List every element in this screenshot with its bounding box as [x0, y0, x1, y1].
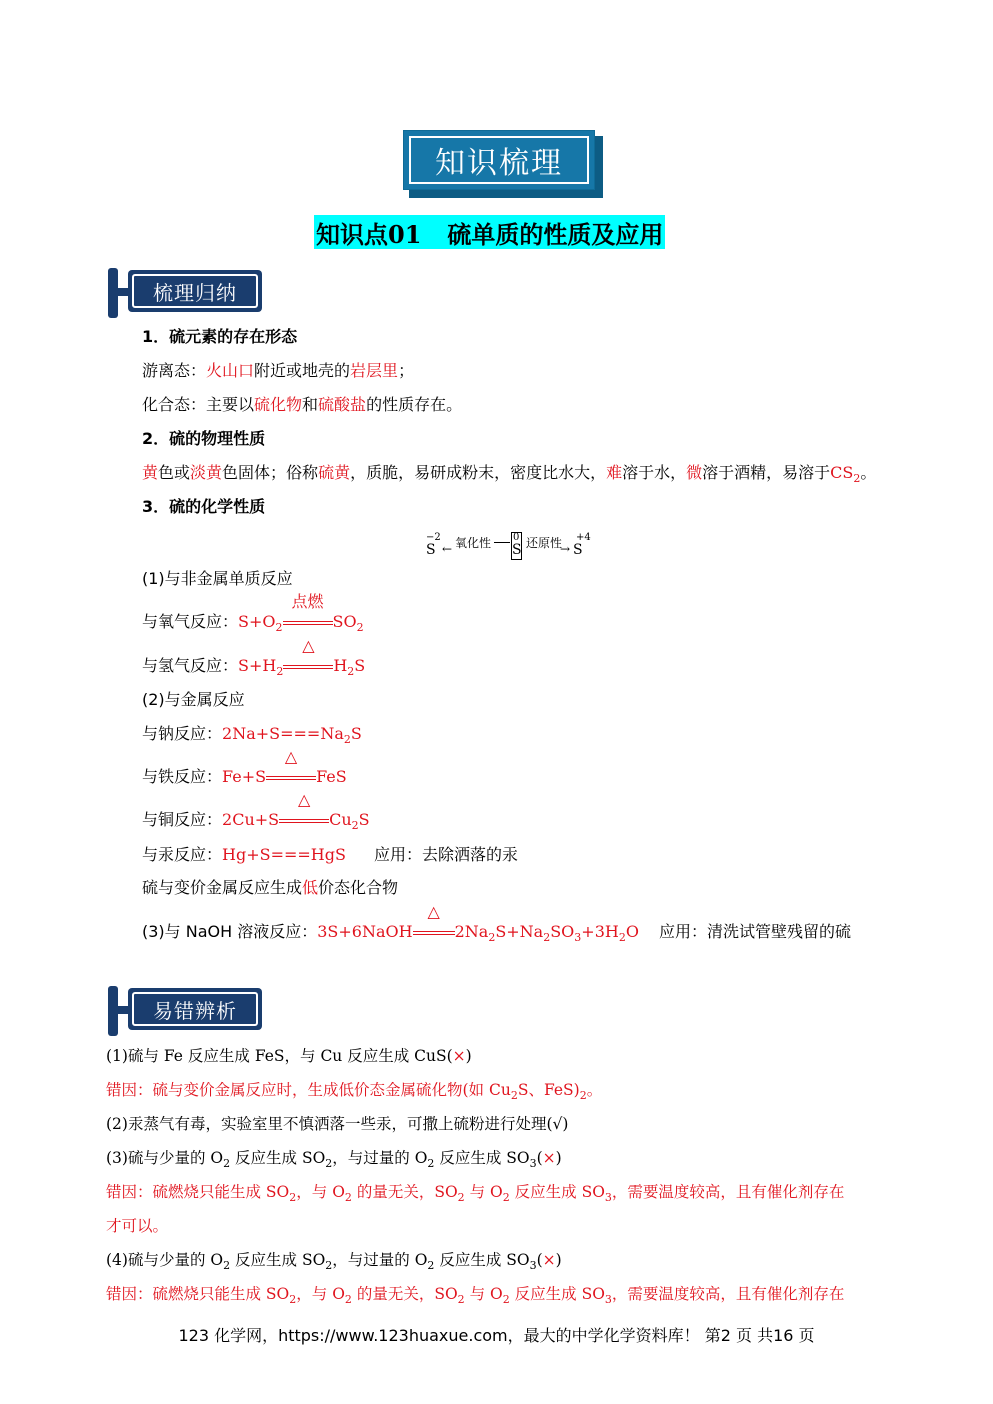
- text: 色固体；俗称: [222, 463, 319, 482]
- equation-arrow: [283, 636, 333, 676]
- redox-reducing-label: 还原性: [526, 536, 563, 550]
- reaction-nonmetal-heading: (1)与非金属单质反应: [142, 569, 293, 588]
- knowledge-point-name: 硫单质的性质及应用: [447, 219, 664, 249]
- reaction-mercury: [142, 845, 518, 865]
- tag-box-inner: [132, 992, 258, 1026]
- tag-label: 梳理归纳: [153, 280, 237, 305]
- mercury-application: 应用：去除洒落的汞: [373, 845, 518, 864]
- reaction-naoh-label: (3)与 NaOH 溶液反应：: [142, 922, 318, 941]
- condition-heat: △: [302, 636, 315, 655]
- condition-heat: △: [427, 902, 440, 921]
- reaction-copper-equation: 2Cu+S △ $Cu_2S$: [222, 790, 370, 832]
- arrow-left-icon: ←: [442, 542, 453, 556]
- double-line: [283, 621, 333, 625]
- reaction-iron-label: 与铁反应：: [142, 767, 223, 786]
- cs2-text: CS: [830, 463, 854, 482]
- text: 色或: [158, 463, 191, 482]
- double-line: [279, 819, 329, 823]
- answer-low: 低: [302, 878, 319, 897]
- tag-box-inner: [132, 274, 258, 308]
- reaction-naoh-equation: 3S+6NaOH △ $2Na_2S+Na_2SO_3+3H_2O$: [317, 902, 639, 944]
- text: ): [465, 1047, 472, 1065]
- condition-heat: △: [284, 747, 298, 766]
- text: 溶于水，: [622, 463, 687, 482]
- redox-line-left: [494, 542, 510, 543]
- reaction-hydrogen-equation: $S+H_2$ △ $H_2S$: [238, 636, 366, 678]
- equation-arrow: [279, 790, 329, 830]
- answer-insoluble: 难: [606, 463, 623, 482]
- banner-face: [403, 130, 595, 190]
- error-reason-4: 错因：硫燃烧只能生成 $SO_2$，与 $O_2$ 的量无关，$SO_2$ 与 $O_2$ 反应生成 $SO_3$，需要温度较高，且有催化剂存在: [106, 1285, 845, 1306]
- free-state-label: 游离态：: [142, 361, 207, 380]
- text: ，质脆，易研成粉末，密度比水大，: [350, 463, 607, 482]
- double-line: [413, 931, 455, 935]
- tag-box: [128, 270, 262, 312]
- error-reason-1: 错因：硫与变价金属反应时，生成低价态金属硫化物(如 $Cu_2S$、$FeS)_2$。: [106, 1081, 603, 1102]
- redox-mid-s: S: [512, 542, 522, 558]
- reaction-sodium-equation: $2Na+S===Na_2S$: [222, 724, 362, 746]
- tag-bar: [108, 986, 118, 1036]
- reaction-oxygen: [142, 592, 364, 634]
- redox-mid-valence: 0: [513, 532, 520, 543]
- answer-pale-yellow: 淡黄: [190, 463, 223, 482]
- text: 价态化合物: [318, 878, 399, 897]
- error-item-1: [106, 1046, 472, 1066]
- reaction-sodium: [142, 724, 362, 744]
- redox-right-valence: +4: [576, 532, 591, 543]
- tag-bar: [108, 268, 118, 318]
- condition-heat: △: [297, 790, 311, 809]
- text: 。: [860, 463, 877, 482]
- section-tag-errors: [108, 986, 268, 1036]
- reaction-iron-equation: Fe+S △ FeS: [222, 747, 347, 786]
- physical-props-line: [142, 463, 876, 483]
- knowledge-point-title: [314, 215, 665, 249]
- combined-end: 的性质存在。: [366, 395, 463, 414]
- equation-arrow: [413, 902, 455, 942]
- page-footer: 123 化学网，https://www.123huaxue.com，最大的中学化学资料库！ 第2 页 共16 页: [178, 1326, 815, 1345]
- free-state-mid: 附近或地壳的: [254, 361, 351, 380]
- combined-state-label: 化合态：主要以: [142, 395, 255, 414]
- redox-left-s: S: [426, 542, 436, 558]
- wrong-mark: ×: [542, 1251, 556, 1269]
- reaction-naoh: [142, 902, 851, 944]
- arrow-right-icon: →: [560, 542, 571, 556]
- tag-label: 易错辨析: [153, 998, 237, 1023]
- heading-existence: 1．硫元素的存在形态: [142, 327, 298, 346]
- text: 硫与变价金属反应生成: [142, 878, 303, 897]
- reaction-mercury-equation: Hg+S===HgS: [222, 845, 346, 864]
- knowledge-point-number: 知识点01: [316, 219, 422, 249]
- redox-diagram: [422, 532, 597, 562]
- reaction-iron: [142, 747, 347, 787]
- error-item-1-text: (1)硫与 Fe 反应生成 FeS，与 Cu 反应生成 CuS(: [106, 1047, 453, 1065]
- wrong-mark: ×: [452, 1047, 466, 1065]
- equation-arrow: [266, 747, 316, 787]
- answer-slightly: 微: [686, 463, 703, 482]
- double-line: [283, 665, 333, 669]
- section-banner: [403, 130, 603, 198]
- error-reason-1-text: 错因：硫与变价金属反应时，生成低价态金属硫化物(如 Cu: [106, 1081, 511, 1099]
- free-state-line: [142, 361, 414, 381]
- banner-title: 知识梳理: [435, 146, 563, 181]
- reaction-copper-label: 与铜反应：: [142, 810, 223, 829]
- heading-physical: 2．硫的物理性质: [142, 429, 266, 448]
- wrong-mark: ×: [542, 1149, 556, 1167]
- free-state-end: ；: [398, 361, 415, 380]
- combined-answer-b: 硫酸盐: [318, 395, 367, 414]
- free-state-answer-b: 岩层里: [350, 361, 399, 380]
- error-item-2: (2)汞蒸气有毒，实验室里不慎洒落一些汞，可撒上硫粉进行处理(√): [106, 1115, 569, 1133]
- reaction-metal-heading: (2)与金属反应: [142, 690, 245, 709]
- tag-box: [128, 988, 262, 1030]
- answer-common-name: 硫黄: [318, 463, 351, 482]
- section-tag-summary: [108, 268, 268, 318]
- error-item-3: (3)硫与少量的 $O_2$ 反应生成 $SO_2$，与过量的 $O_2$ 反应生成 $SO_3(\times)$: [106, 1149, 562, 1170]
- equation-arrow: [283, 592, 333, 632]
- double-line: [266, 776, 316, 780]
- condition-ignite: 点燃: [291, 592, 324, 611]
- combined-answer-a: 硫化物: [254, 395, 303, 414]
- reaction-hydrogen: [142, 636, 366, 678]
- redox-oxidizing-label: 氧化性: [455, 536, 492, 550]
- redox-left-valence: −2: [426, 532, 441, 543]
- answer-yellow: 黄: [142, 463, 159, 482]
- sodium-eq-text: 2Na+S===Na: [222, 724, 344, 743]
- error-reason-3: 错因：硫燃烧只能生成 $SO_2$，与 $O_2$ 的量无关，$SO_2$ 与 $O_2$ 反应生成 $SO_3$，需要温度较高，且有催化剂存在: [106, 1183, 845, 1204]
- reaction-sodium-label: 与钠反应：: [142, 724, 223, 743]
- free-state-answer-a: 火山口: [206, 361, 255, 380]
- combined-state-line: [142, 395, 462, 415]
- heading-chemical: 3．硫的化学性质: [142, 497, 266, 516]
- cs2-sub: 2: [853, 472, 861, 485]
- redox-right-s: S: [573, 542, 583, 558]
- low-valence-line: [142, 878, 398, 898]
- reaction-copper: [142, 790, 370, 832]
- naoh-application: 应用：清洗试管壁残留的硫: [658, 922, 851, 941]
- error-item-4: (4)硫与少量的 $O_2$ 反应生成 $SO_2$，与过量的 $O_2$ 反应生成 $SO_3(\times)$: [106, 1251, 562, 1272]
- answer-cs2: [830, 463, 861, 485]
- reaction-oxygen-equation: $S+O_2$ 点燃 $SO_2$: [238, 592, 364, 634]
- reaction-hydrogen-label: 与氢气反应：: [142, 656, 239, 675]
- reaction-mercury-label: 与汞反应：: [142, 845, 223, 864]
- text: 溶于酒精，易溶于: [702, 463, 831, 482]
- combined-mid: 和: [302, 395, 319, 414]
- reaction-oxygen-label: 与氧气反应：: [142, 612, 239, 631]
- error-reason-3-cont: 才可以。: [106, 1217, 169, 1235]
